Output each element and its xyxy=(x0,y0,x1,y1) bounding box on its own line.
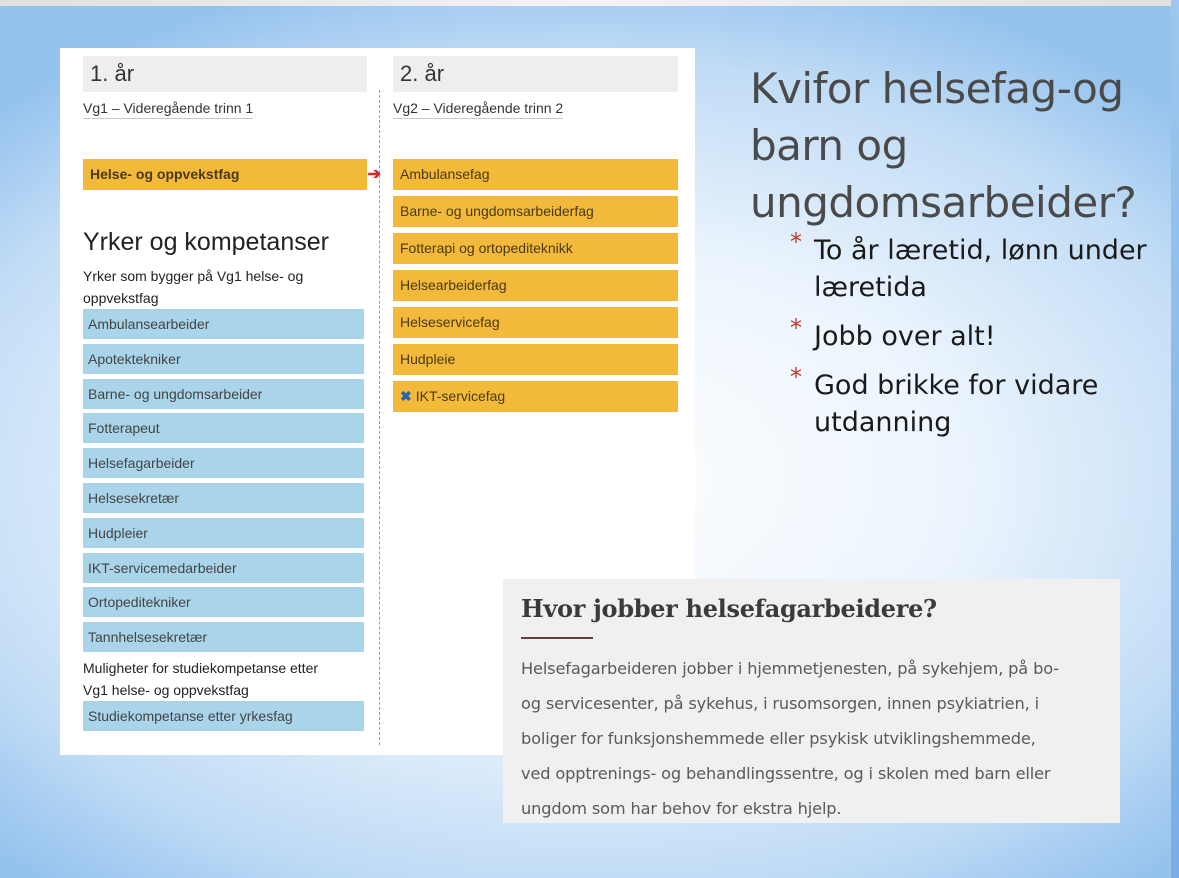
close-x-icon: ✖ xyxy=(400,388,412,404)
vg2-program-item[interactable]: Barne- og ungdomsarbeiderfag xyxy=(393,196,678,227)
year2-heading: 2. år xyxy=(393,56,678,92)
occupation-item[interactable]: Ambulansearbeider xyxy=(83,309,364,339)
bullet-text: Jobb over alt! xyxy=(814,321,996,352)
vg2-program-item[interactable]: Fotterapi og ortopediteknikk xyxy=(393,233,678,264)
occupation-item[interactable]: Helsefagarbeider xyxy=(83,448,364,478)
occupation-item[interactable]: Apotektekniker xyxy=(83,344,364,374)
info-box-text: Helsefagarbeideren jobber i hjemmetjenesten, på sykehjem, på bo- og servicesenter, på sykehus, i rusomsorgen, innen psykiatrien, i boliger for funksjonshemmede eller psykisk utviklingshemmede, ved opptrenings- og behandlingssentre, og i skolen med barn eller ungdom som har behov for ekstra hjelp. xyxy=(521,659,1059,818)
bullet-text: God brikke for vidare utdanning xyxy=(814,370,1099,438)
year2-subheading[interactable]: Vg2 – Videregående trinn 2 xyxy=(393,100,563,119)
asterisk-bullet-icon: * xyxy=(790,363,802,391)
occupation-item[interactable]: Ortopeditekniker xyxy=(83,587,364,617)
year1-column xyxy=(83,56,381,736)
year2-column xyxy=(393,56,678,418)
year1-subheading[interactable]: Vg1 – Videregående trinn 1 xyxy=(83,100,253,119)
vg2-program-item[interactable]: Hudpleie xyxy=(393,344,678,375)
bullet-text: To år læretid, lønn under læretida xyxy=(814,235,1147,303)
asterisk-bullet-icon: * xyxy=(790,314,802,342)
occupation-item[interactable]: Tannhelsesekretær xyxy=(83,622,364,652)
info-box xyxy=(503,579,1120,823)
occupation-list xyxy=(83,309,367,652)
bullet-item xyxy=(790,314,1150,355)
study-competence-item[interactable]: Studiekompetanse etter yrkesfag xyxy=(83,701,364,731)
vg2-program-item[interactable]: Helsearbeiderfag xyxy=(393,270,678,301)
year1-heading: 1. år xyxy=(83,56,367,92)
occupation-item[interactable]: IKT-servicemedarbeider xyxy=(83,553,364,583)
occupation-item[interactable]: Helsesekretær xyxy=(83,483,364,513)
bullet-item xyxy=(790,363,1150,441)
arrow-right-icon: ➔ xyxy=(367,166,381,183)
info-box-underline xyxy=(521,637,593,639)
slide-title: Kvifor helsefag-og barn og ungdomsarbeider? xyxy=(750,64,1137,227)
occupation-item[interactable]: Fotterapeut xyxy=(83,413,364,443)
vg1-program-label: Helse- og oppvekstfag xyxy=(90,166,240,182)
vg2-program-item[interactable]: Ambulansefag xyxy=(393,159,678,190)
occupation-item[interactable]: Hudpleier xyxy=(83,518,364,548)
vg2-program-list xyxy=(393,159,678,412)
bullet-list xyxy=(790,228,1150,453)
bullet-item xyxy=(790,228,1150,306)
section-title-yrker: Yrker og kompetanser xyxy=(83,228,329,256)
asterisk-bullet-icon: * xyxy=(790,228,802,256)
occupation-item[interactable]: Barne- og ungdomsarbeider xyxy=(83,379,364,409)
section-text-yrker: Yrker som bygger på Vg1 helse- og oppvekstfag xyxy=(83,268,304,306)
vg1-program-helse-oppvekst[interactable] xyxy=(83,159,381,190)
vg2-program-item[interactable]: Helseservicefag xyxy=(393,307,678,338)
info-box-title: Hvor jobber helsefagarbeidere? xyxy=(521,594,937,623)
vg2-program-item-ikt[interactable] xyxy=(393,381,678,412)
vg2-program-label: IKT-servicefag xyxy=(415,388,506,404)
study-competence-text: Muligheter for studiekompetanse etter Vg1 helse- og oppvekstfag xyxy=(83,659,319,698)
